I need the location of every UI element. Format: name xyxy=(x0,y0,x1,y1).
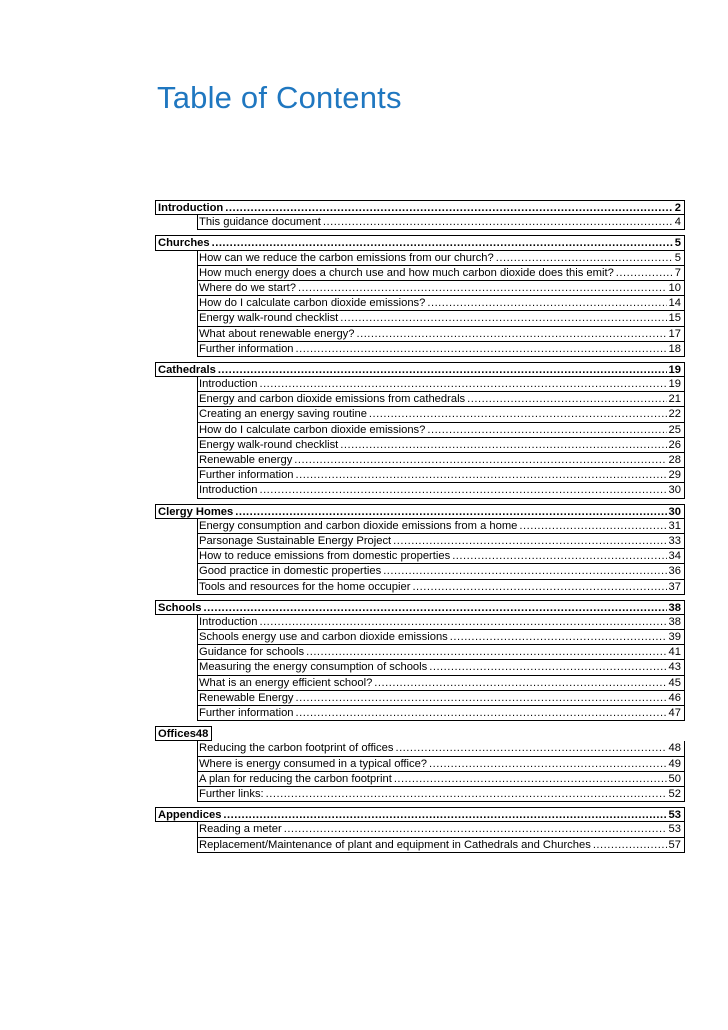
table-of-contents xyxy=(155,200,685,858)
toc-entry-label: Where is energy consumed in a typical office? xyxy=(199,757,428,770)
dot-leader xyxy=(383,564,666,579)
toc-section xyxy=(155,362,685,499)
toc-entry[interactable] xyxy=(197,645,685,660)
dot-leader xyxy=(412,580,666,595)
dot-leader xyxy=(429,660,666,675)
dot-leader xyxy=(374,676,666,691)
toc-entry-label: Renewable Energy xyxy=(199,691,294,704)
dot-leader xyxy=(593,838,667,853)
toc-entry-label: Further information xyxy=(199,707,294,719)
dot-leader xyxy=(259,615,666,630)
toc-entry-label: Clergy Homes xyxy=(158,505,234,518)
toc-entry-label: What is an energy efficient school? xyxy=(199,676,373,689)
toc-entry-label: Schools xyxy=(158,601,202,614)
toc-page-number: 30 xyxy=(668,484,681,497)
toc-entry[interactable] xyxy=(197,660,685,675)
dot-leader xyxy=(298,281,667,296)
toc-entry[interactable] xyxy=(197,741,685,756)
toc-page-number: 26 xyxy=(668,438,681,451)
toc-entry[interactable] xyxy=(197,377,685,392)
toc-entry-label: Renewable energy xyxy=(199,454,293,466)
dot-leader xyxy=(225,201,673,216)
toc-page-number: 47 xyxy=(668,707,681,719)
toc-entry-label: Cathedrals xyxy=(158,363,216,376)
dot-leader xyxy=(429,757,667,772)
toc-page-number: 4 xyxy=(674,216,681,229)
dot-leader xyxy=(296,691,667,706)
toc-entry[interactable] xyxy=(197,757,685,772)
toc-section xyxy=(155,807,685,853)
toc-page-number: 7 xyxy=(674,266,681,279)
toc-page-number: 5 xyxy=(674,251,681,264)
toc-entry-label: Tools and resources for the home occupier xyxy=(199,580,411,593)
toc-section xyxy=(155,726,685,802)
toc-entry-label: How to reduce emissions from domestic properties xyxy=(199,550,451,563)
dot-leader xyxy=(259,377,666,392)
toc-entry[interactable] xyxy=(197,215,685,230)
dot-leader xyxy=(496,251,673,266)
dot-leader xyxy=(296,468,667,483)
toc-entry[interactable] xyxy=(197,706,685,721)
dot-leader xyxy=(223,808,666,823)
toc-entry[interactable] xyxy=(197,787,685,802)
toc-section-heading[interactable] xyxy=(155,807,685,822)
toc-entry-label: Good practice in domestic properties xyxy=(199,565,382,578)
toc-entry[interactable] xyxy=(197,564,685,579)
dot-leader xyxy=(212,236,673,251)
dot-leader xyxy=(218,363,667,378)
toc-entry[interactable] xyxy=(197,483,685,498)
toc-page-number: 34 xyxy=(668,550,681,563)
toc-section-heading[interactable] xyxy=(155,600,685,615)
toc-page-number: 53 xyxy=(668,809,681,822)
dot-leader xyxy=(340,311,666,326)
toc-entry[interactable] xyxy=(197,772,685,787)
toc-section-heading[interactable] xyxy=(155,200,685,215)
toc-page-number: 52 xyxy=(668,787,681,800)
toc-entry-label: Churches xyxy=(158,237,210,250)
dot-leader xyxy=(259,483,666,498)
toc-page-number: 49 xyxy=(668,757,681,770)
toc-page-number: 10 xyxy=(668,281,681,294)
toc-entry-label: Replacement/Maintenance of plant and equipment in Cathedrals and Churches xyxy=(199,838,591,851)
dot-leader xyxy=(395,741,666,756)
toc-page-number: 37 xyxy=(668,580,681,593)
toc-entry-label: Introduction xyxy=(199,378,258,391)
toc-page-number: 17 xyxy=(668,327,681,340)
dot-leader xyxy=(296,342,667,357)
toc-page-number: 22 xyxy=(668,408,681,421)
dot-leader xyxy=(306,645,666,660)
dot-leader xyxy=(323,215,673,230)
toc-entry-label: Energy and carbon dioxide emissions from cathedrals xyxy=(199,393,466,406)
toc-entry-label: Further information xyxy=(199,342,294,355)
dot-leader xyxy=(284,822,667,837)
toc-page-number: 48 xyxy=(668,742,681,755)
toc-page-number: 38 xyxy=(668,601,681,614)
toc-entry[interactable] xyxy=(197,549,685,564)
toc-page-number: 19 xyxy=(668,378,681,391)
toc-page-number: 15 xyxy=(668,312,681,325)
toc-page-number: 28 xyxy=(668,454,681,466)
page-title: Table of Contents xyxy=(157,80,402,115)
toc-section xyxy=(155,600,685,722)
dot-leader xyxy=(519,519,666,534)
toc-page-number: 5 xyxy=(674,237,681,250)
toc-page-number: 41 xyxy=(668,646,681,659)
toc-entry[interactable] xyxy=(197,281,685,296)
toc-section xyxy=(155,200,685,230)
toc-entry-label: Parsonage Sustainable Energy Project xyxy=(199,534,392,547)
toc-entry[interactable] xyxy=(197,342,685,357)
toc-page-number: 30 xyxy=(668,505,681,518)
toc-page-number: 2 xyxy=(674,202,681,214)
toc-entry-label: How do I calculate carbon dioxide emissions? xyxy=(199,297,426,310)
toc-page-number: 38 xyxy=(668,615,681,628)
dot-leader xyxy=(294,453,666,468)
dot-leader xyxy=(266,787,667,802)
dot-leader xyxy=(427,423,666,438)
toc-entry-label: How much energy does a church use and how much carbon dioxide does this emit? xyxy=(199,266,614,279)
toc-entry[interactable] xyxy=(197,838,685,853)
toc-page-number: 36 xyxy=(668,565,681,578)
toc-entry-label: Further links: xyxy=(199,787,264,800)
toc-entry-label: Appendices xyxy=(158,809,222,822)
toc-entry-label: Introduction xyxy=(199,615,258,628)
toc-section-heading[interactable] xyxy=(155,504,685,519)
toc-entry-label: This guidance document xyxy=(199,216,321,229)
toc-entry[interactable] xyxy=(197,311,685,326)
dot-leader xyxy=(340,438,666,453)
toc-entry-label: Energy walk-round checklist xyxy=(199,438,339,451)
dot-leader xyxy=(394,772,667,787)
toc-entry-label: Measuring the energy consumption of schools xyxy=(199,661,428,674)
dot-leader xyxy=(235,505,666,520)
toc-entry-label: What about renewable energy? xyxy=(199,327,355,340)
toc-entry[interactable] xyxy=(197,519,685,534)
toc-entry[interactable] xyxy=(197,691,685,706)
toc-entry[interactable] xyxy=(197,327,685,342)
toc-page-number: 45 xyxy=(668,676,681,689)
dot-leader xyxy=(427,296,666,311)
toc-page-number: 50 xyxy=(668,772,681,785)
toc-page-number: 39 xyxy=(668,631,681,644)
toc-entry[interactable] xyxy=(197,407,685,422)
toc-entry-label: A plan for reducing the carbon footprint xyxy=(199,772,392,785)
toc-page-number: 14 xyxy=(668,297,681,310)
toc-entry-label: Introduction xyxy=(199,484,258,497)
toc-page-number: 21 xyxy=(668,393,681,406)
toc-entry[interactable] xyxy=(197,296,685,311)
toc-entry[interactable] xyxy=(197,630,685,645)
toc-page-number: 18 xyxy=(668,342,681,355)
toc-entry-label: Reducing the carbon footprint of offices xyxy=(199,742,394,755)
dot-leader xyxy=(616,266,673,281)
toc-page-number: 46 xyxy=(668,691,681,704)
toc-entry-label: Creating an energy saving routine xyxy=(199,408,367,421)
toc-section xyxy=(155,504,685,595)
toc-entry[interactable] xyxy=(197,615,685,630)
dot-leader xyxy=(296,706,667,721)
toc-entry-label: Offices48 xyxy=(158,728,209,741)
dot-leader xyxy=(369,407,667,422)
toc-entry-label: How can we reduce the carbon emissions from our church? xyxy=(199,251,494,264)
toc-page-number: 53 xyxy=(668,823,681,836)
toc-entry-label: Energy consumption and carbon dioxide emissions from a home xyxy=(199,519,518,532)
toc-entry-label: Where do we start? xyxy=(199,281,297,294)
toc-section-heading[interactable] xyxy=(155,235,685,250)
dot-leader xyxy=(356,327,666,342)
toc-entry[interactable] xyxy=(197,676,685,691)
dot-leader xyxy=(393,534,666,549)
toc-entry-label: Schools energy use and carbon dioxide emissions xyxy=(199,631,448,644)
toc-entry[interactable] xyxy=(197,468,685,483)
toc-page-number: 25 xyxy=(668,423,681,436)
toc-section-heading[interactable] xyxy=(155,726,212,741)
toc-entry-label: Introduction xyxy=(158,202,224,214)
toc-entry[interactable] xyxy=(197,534,685,549)
toc-page-number: 33 xyxy=(668,534,681,547)
toc-page-number: 57 xyxy=(668,838,681,851)
toc-entry-label: Guidance for schools xyxy=(199,646,305,659)
toc-entry-label: Energy walk-round checklist xyxy=(199,312,339,325)
dot-leader xyxy=(467,392,666,407)
toc-page-number: 31 xyxy=(668,519,681,532)
toc-entry[interactable] xyxy=(197,251,685,266)
toc-entry[interactable] xyxy=(197,438,685,453)
toc-entry[interactable] xyxy=(197,392,685,407)
toc-entry[interactable] xyxy=(197,266,685,281)
toc-entry-label: Reading a meter xyxy=(199,823,282,836)
toc-entry-label: Further information xyxy=(199,469,294,482)
toc-page-number: 19 xyxy=(668,363,681,376)
dot-leader xyxy=(204,601,667,616)
toc-page-number: 29 xyxy=(668,469,681,482)
toc-page-number: 43 xyxy=(668,661,681,674)
toc-section xyxy=(155,235,685,357)
dot-leader xyxy=(452,549,666,564)
toc-entry[interactable] xyxy=(197,423,685,438)
dot-leader xyxy=(450,630,667,645)
toc-entry[interactable] xyxy=(197,453,685,468)
toc-section-heading[interactable] xyxy=(155,362,685,377)
toc-entry[interactable] xyxy=(197,580,685,595)
toc-entry[interactable] xyxy=(197,822,685,837)
toc-entry-label: How do I calculate carbon dioxide emissions? xyxy=(199,423,426,436)
